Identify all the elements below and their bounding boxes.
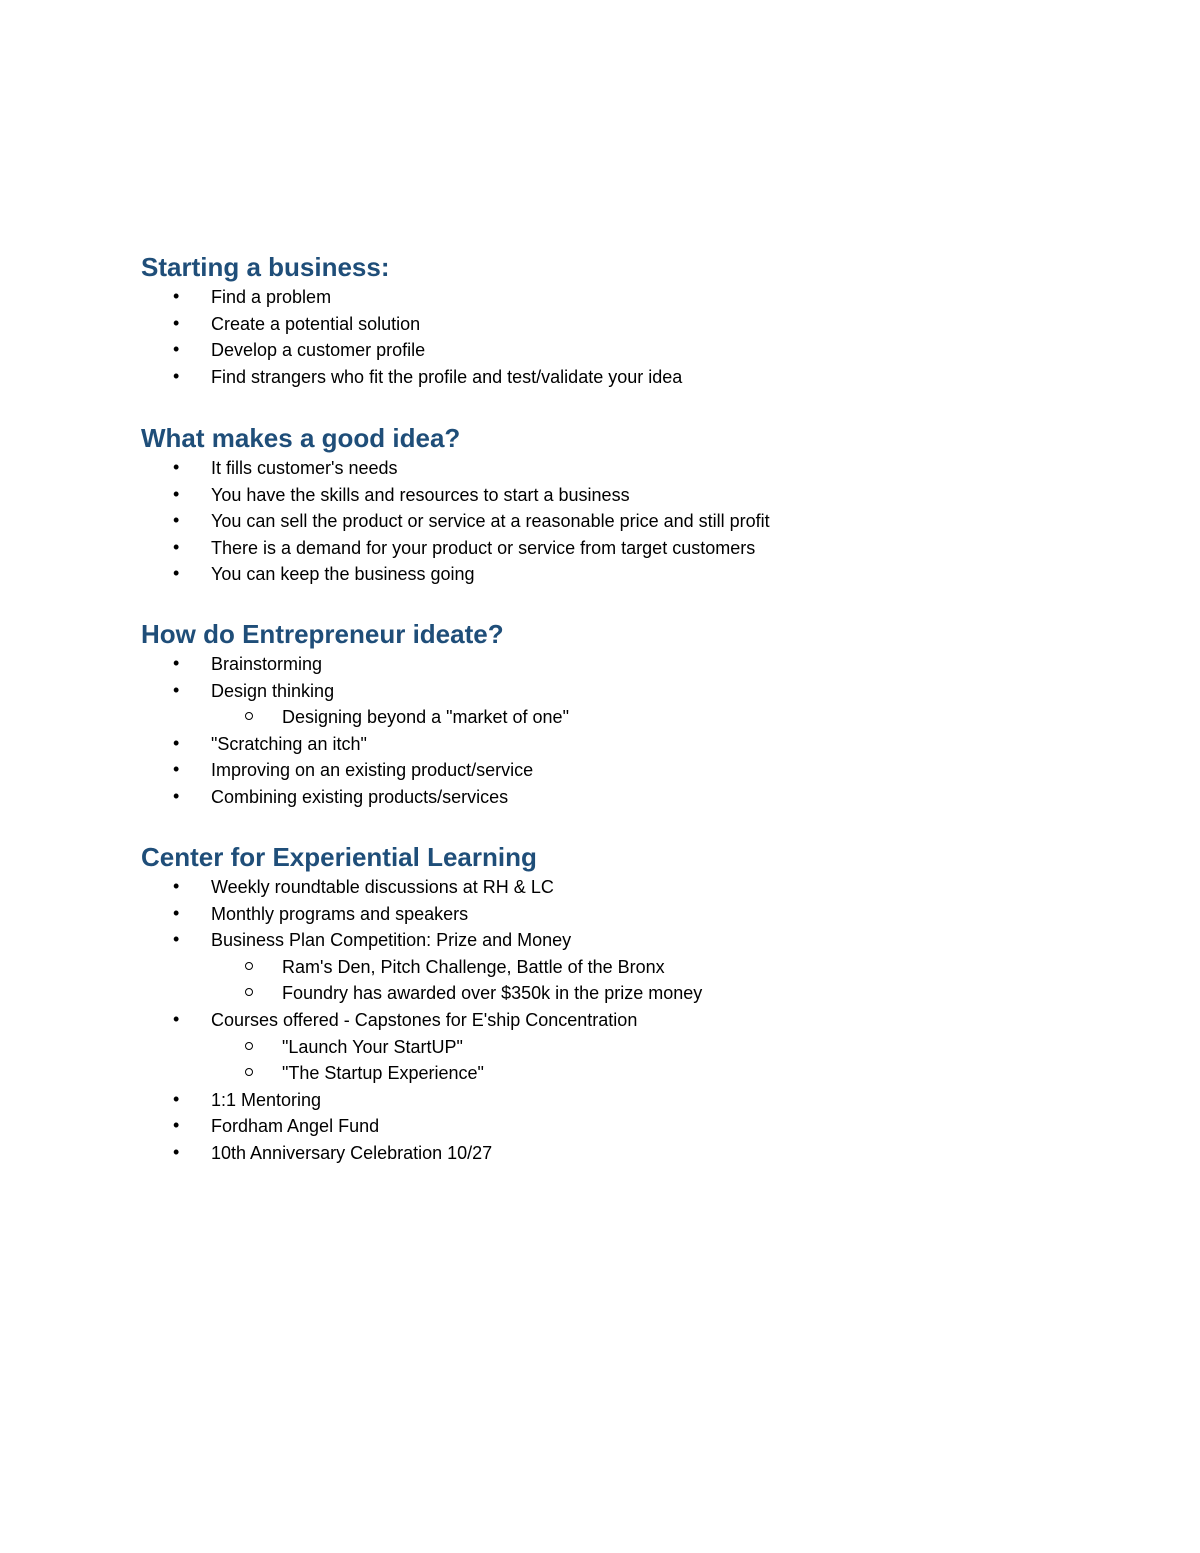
list-item — [141, 1113, 1041, 1140]
list-item — [141, 455, 1041, 482]
section-heading: How do Entrepreneur ideate? — [141, 619, 504, 649]
list-item — [141, 1140, 1041, 1167]
list-item-text: Foundry has awarded over $350k in the prize money — [282, 983, 703, 1004]
list-item-text: Combining existing products/services — [211, 786, 509, 807]
circle-bullet-icon — [245, 1042, 253, 1050]
list-item — [141, 1007, 1041, 1034]
list-item-text: "Scratching an itch" — [211, 733, 367, 754]
bullet-icon: • — [173, 536, 180, 557]
list-item-text: Develop a customer profile — [211, 340, 426, 361]
list-item — [141, 311, 1041, 338]
list-item — [141, 508, 1041, 535]
bullet-icon: • — [173, 1088, 180, 1109]
bullet-icon: • — [173, 286, 180, 306]
bullet-icon: • — [173, 785, 180, 806]
bullet-icon: • — [173, 732, 180, 753]
bullet-icon: • — [173, 1008, 180, 1029]
section-starting-a-business — [141, 250, 1041, 390]
section-heading: Starting a business: — [141, 252, 390, 282]
bullet-icon: • — [173, 902, 180, 923]
list-item — [141, 704, 1041, 731]
list-item — [141, 364, 1041, 391]
list-item-text: Ram's Den, Pitch Challenge, Battle of the Bronx — [282, 956, 665, 977]
section-heading: What makes a good idea? — [141, 423, 461, 453]
list-item-text: You have the skills and resources to start a business — [211, 484, 630, 505]
list-item — [141, 784, 1041, 811]
list-item-text: Find strangers who fit the profile and test/validate your idea — [211, 366, 683, 387]
circle-bullet-icon — [245, 962, 253, 970]
list-item — [141, 1087, 1041, 1114]
bullet-icon: • — [173, 929, 180, 950]
list-item — [141, 1034, 1041, 1061]
list-item-text: "The Startup Experience" — [282, 1063, 484, 1084]
list-item-text: You can sell the product or service at a reasonable price and still profit — [211, 511, 770, 532]
list-item-text: 1:1 Mentoring — [211, 1089, 322, 1110]
bullet-icon: • — [173, 679, 180, 700]
list-item — [141, 980, 1041, 1007]
section-how-do-entrepreneur-ideate — [141, 617, 1041, 811]
list-item-text: Create a potential solution — [211, 313, 421, 334]
list-item — [141, 731, 1041, 758]
list-item — [141, 874, 1041, 901]
list-item-text: Brainstorming — [211, 654, 323, 674]
bullet-icon: • — [173, 653, 180, 673]
list-item — [141, 337, 1041, 364]
bullet-icon: • — [173, 365, 180, 386]
bullet-icon: • — [173, 563, 180, 584]
bullet-list — [141, 284, 1041, 390]
list-item-text: Business Plan Competition: Prize and Money — [211, 930, 572, 951]
list-item — [141, 482, 1041, 509]
list-item-text: There is a demand for your product or service from target customers — [211, 537, 756, 558]
list-item — [141, 954, 1041, 981]
circle-bullet-icon — [245, 712, 253, 720]
list-item-text: Monthly programs and speakers — [211, 903, 469, 924]
bullet-icon: • — [173, 759, 180, 780]
list-item-text: Weekly roundtable discussions at RH & LC — [211, 877, 554, 897]
list-item-text: Courses offered - Capstones for E'ship Concentration — [211, 1009, 638, 1030]
bullet-list — [141, 874, 1041, 1167]
list-item-text: Fordham Angel Fund — [211, 1116, 380, 1137]
list-item — [141, 927, 1041, 954]
list-item-text: "Launch Your StartUP" — [282, 1036, 463, 1057]
bullet-list — [141, 455, 1041, 588]
list-item — [141, 284, 1041, 311]
bullet-list — [141, 651, 1041, 811]
list-item-text: Find a problem — [211, 287, 332, 307]
bullet-icon: • — [173, 483, 180, 504]
list-item — [141, 535, 1041, 562]
section-center-for-experiential-learning — [141, 840, 1041, 1167]
list-item — [141, 561, 1041, 588]
list-item — [141, 757, 1041, 784]
bullet-icon: • — [173, 312, 180, 333]
list-item — [141, 901, 1041, 928]
list-item — [141, 651, 1041, 678]
list-item-text: 10th Anniversary Celebration 10/27 — [211, 1142, 493, 1163]
bullet-icon: • — [173, 339, 180, 360]
list-item-text: It fills customer's needs — [211, 458, 398, 478]
circle-bullet-icon — [245, 988, 253, 996]
bullet-icon: • — [173, 510, 180, 531]
section-heading: Center for Experiential Learning — [141, 842, 537, 872]
list-item — [141, 678, 1041, 705]
bullet-icon: • — [173, 1115, 180, 1136]
bullet-icon: • — [173, 876, 180, 896]
circle-bullet-icon — [245, 1068, 253, 1076]
list-item — [141, 1060, 1041, 1087]
list-item-text: Designing beyond a "market of one" — [282, 707, 569, 728]
list-item-text: You can keep the business going — [211, 564, 475, 585]
section-what-makes-a-good-idea — [141, 421, 1041, 588]
list-item-text: Improving on an existing product/service — [211, 760, 534, 781]
list-item-text: Design thinking — [211, 680, 335, 701]
bullet-icon: • — [173, 1141, 180, 1162]
bullet-icon: • — [173, 457, 180, 477]
